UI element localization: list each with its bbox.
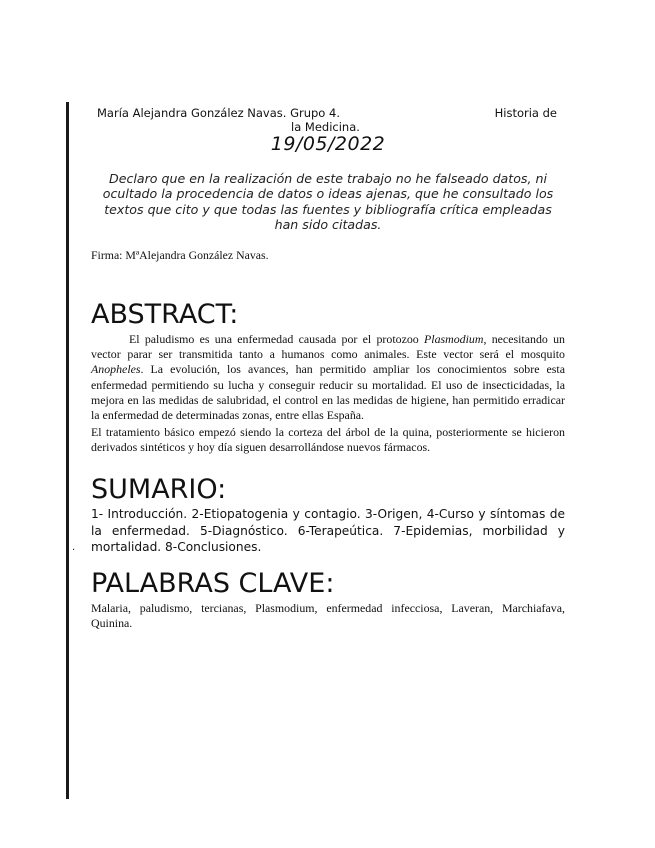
sumario-text: 1- Introducción. 2-Etiopatogenia y contagio. 3-Origen, 4-Curso y síntomas de la enfermedad. 5-Diagnóstico. 6-Terapeútica. 7-Epidemias, morbilidad y mortalidad. 8-Conclusiones. — [91, 507, 565, 555]
anopheles-term: Anopheles — [91, 362, 141, 377]
course-name: Historia de — [494, 106, 557, 120]
honesty-declaration: Declaro que en la realización de este trabajo no he falseado datos, ni ocultado la procedencia de datos o ideas ajenas, que he consultado los textos que cito y que todas las fuentes y bibliografía crítica empleadas han sido citadas. — [102, 171, 554, 233]
abstract-paragraph-2: El tratamiento básico empezó siendo la corteza del árbol de la quina, posteriormente se hicieron derivados sintéticos y hoy día siguen desarrollándose nuevos fármacos. — [91, 425, 565, 455]
plasmodium-term: Plasmodium — [424, 332, 484, 346]
stray-mark: . — [72, 542, 76, 553]
keywords-text: Malaria, paludismo, tercianas, Plasmodium, enfermedad infecciosa, Laveran, Marchiafava, Quinina. — [91, 601, 565, 631]
course-name-continued: la Medicina. — [291, 120, 360, 134]
document-date: 19/05/2022 — [270, 133, 386, 155]
sumario-heading: SUMARIO: — [91, 474, 227, 505]
abstract-heading: ABSTRACT: — [91, 299, 239, 330]
author-name: María Alejandra González Navas. Grupo 4. — [97, 106, 340, 120]
margin-rule — [66, 102, 69, 799]
abstract-paragraph-1 — [91, 332, 565, 423]
abstract-p1-text-c: . La evolución, los avances, han permitido ampliar los conocimientos sobre esta enfermedad permitiendo su lucha y conseguir reducir su mortalidad. El uso de insecticidadas, la mejora en las medidas de salubridad, el control en las medidas de higiene, han permitido erradicar la enfermedad de determinadas zonas, entre ellas España. — [91, 362, 565, 423]
signature-line: Firma: MªAlejandra González Navas. — [91, 248, 269, 262]
keywords-heading: PALABRAS CLAVE: — [91, 568, 335, 599]
abstract-p1-text-b: , necesitando un vector parar ser transmitida tanto a humanos como animales. Este vector será el mosquito — [91, 332, 565, 362]
abstract-p1-text-a: El paludismo es una enfermedad causada por el protozoo — [129, 332, 424, 346]
